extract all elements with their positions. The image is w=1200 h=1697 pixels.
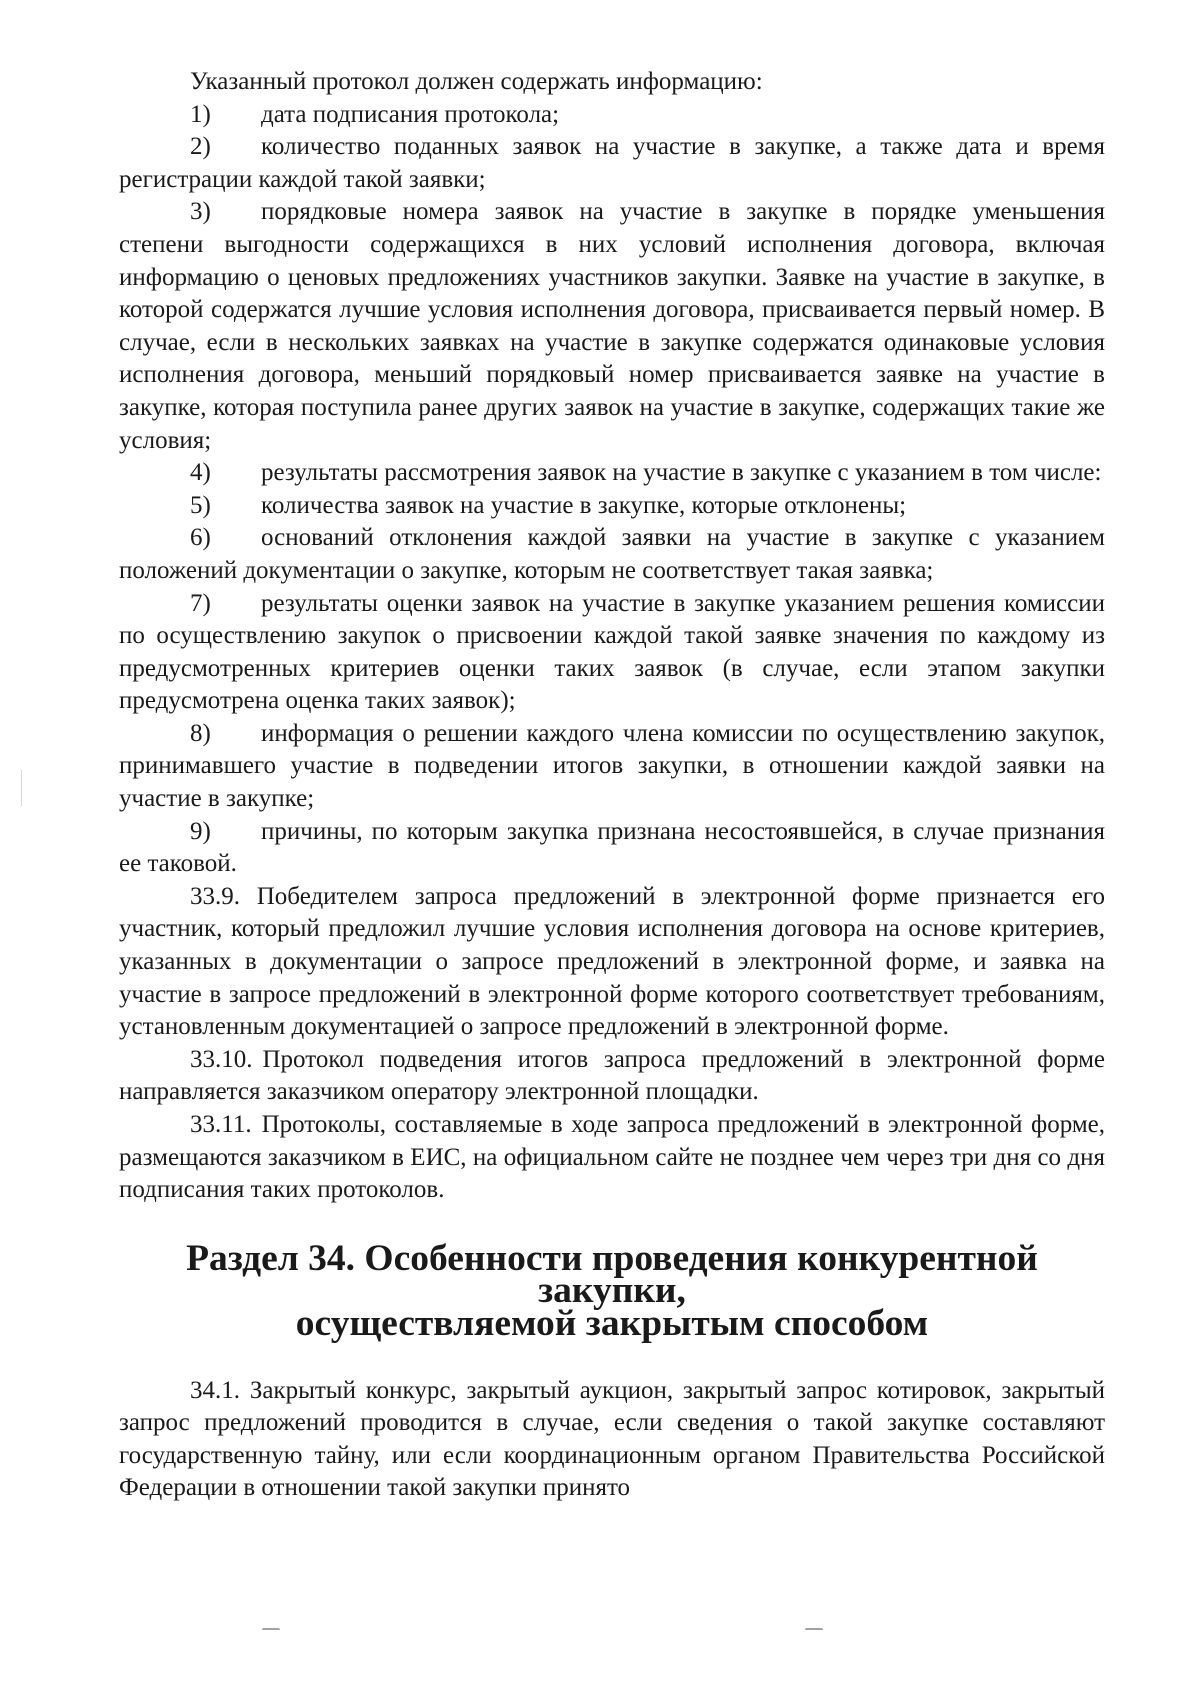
list-item-number: 3) <box>190 198 211 226</box>
list-item-number: 5) <box>190 491 211 519</box>
list-item-text: порядковые номера заявок на участие в закупке в порядке уменьшения степени выгодности содержащихся в них условий исполнения договора, включая информацию о ценовых предложениях участников закупки. Заявке на участие в закупке, в которой содержатся лучшие условия исполнения договора, присваивается первый номер. В случае, если в нескольких заявках на участие в закупке содержатся одинаковые условия исполнения договора, меньший порядковый номер присваивается заявке на участие в закупке, которая поступила ранее других заявок на участие в закупке, содержащих такие же условия; <box>119 198 1105 454</box>
list-item <box>119 522 1105 587</box>
list-item <box>119 718 1105 816</box>
list-item-number: 1) <box>190 100 211 128</box>
list-item-text: результаты оценки заявок на участие в закупке указанием решения комиссии по осуществлению закупок о присвоении каждой такой заявке значения по каждому из предусмотренных критериев оценки таких заявок (в случае, если этапом закупки предусмотрена оценка таких заявок); <box>119 589 1105 715</box>
section-heading-line: осуществляемой закрытым способом <box>295 1302 929 1344</box>
list-item-number: 9) <box>190 817 211 845</box>
list-item-number: 2) <box>190 133 211 161</box>
list-item <box>119 196 1105 457</box>
list-item <box>119 457 1105 490</box>
list-item <box>119 588 1105 718</box>
list-item-text: количество поданных заявок на участие в закупке, а также дата и время регистрации каждой такой заявки; <box>119 133 1105 193</box>
clause-text: Победителем запроса предложений в электронной форме признается его участник, который предложил лучшие условия исполнения договора на основе критериев, указанных в документации о запросе предложений в электронной форме, и заявка на участие в запросе предложений в электронной форме которого соответствует требованиям, установленным документацией о запросе предложений в электронной форме. <box>119 882 1106 1041</box>
clause-text: Закрытый конкурс, закрытый аукцион, закрытый запрос котировок, закрытый запрос предложений проводится в случае, если сведения о такой закупке составляют государственную тайну, или если координационным органом Правительства Российской Федерации в отношении такой закупки принято <box>119 1376 1106 1502</box>
list-item <box>119 99 1105 132</box>
section-heading-line: Раздел 34. Особенности проведения конкурентной закупки, <box>186 1237 1038 1312</box>
section-heading <box>119 1237 1105 1344</box>
section-paragraph <box>119 1375 1105 1505</box>
list-item <box>119 490 1105 523</box>
clause-number: 34.1. <box>190 1376 240 1404</box>
clause-paragraph <box>119 881 1105 1044</box>
intro-paragraph: Указанный протокол должен содержать информацию: <box>190 68 763 95</box>
list-item-number: 4) <box>190 459 211 487</box>
document-body <box>119 66 1105 1505</box>
list-item-text: оснований отклонения каждой заявки на участие в закупке с указанием положений документации о закупке, которым не соответствует такая заявка; <box>119 524 1105 584</box>
list-item-text: количества заявок на участие в закупке, которые отклонены; <box>261 491 907 519</box>
scan-margin-mark <box>21 770 22 806</box>
scan-artifact <box>262 1628 280 1633</box>
clause-number: 33.10. <box>190 1045 253 1073</box>
list-item-number: 6) <box>190 524 211 552</box>
list-item-number: 7) <box>190 589 211 617</box>
list-item <box>119 131 1105 196</box>
clause-number: 33.11. <box>190 1111 252 1138</box>
list-item-text: причины, по которым закупка признана несостоявшейся, в случае признания ее таковой. <box>119 817 1105 878</box>
scan-artifact <box>805 1628 823 1633</box>
clause-text: Протокол подведения итогов запроса предложений в электронной форме направляется заказчиком оператору электронной площадки. <box>119 1045 1105 1106</box>
list-item <box>119 816 1105 881</box>
list-item-number: 8) <box>190 719 211 747</box>
clause-number: 33.9. <box>190 882 240 910</box>
clause-paragraph <box>119 1109 1105 1207</box>
clause-paragraph <box>119 1044 1105 1109</box>
clause-text: Протоколы, составляемые в ходе запроса предложений в электронной форме, размещаются заказчиком в ЕИС, на официальном сайте не позднее чем через три дня со дня подписания таких протоколов. <box>119 1111 1105 1204</box>
list-item-text: результаты рассмотрения заявок на участие в закупке с указанием в том числе: <box>261 459 1102 487</box>
list-item-text: дата подписания протокола; <box>261 100 560 128</box>
list-item-text: информация о решении каждого члена комиссии по осуществлению закупок, принимавшего участие в подведении итогов закупки, в отношении каждой заявки на участие в закупке; <box>119 719 1105 813</box>
